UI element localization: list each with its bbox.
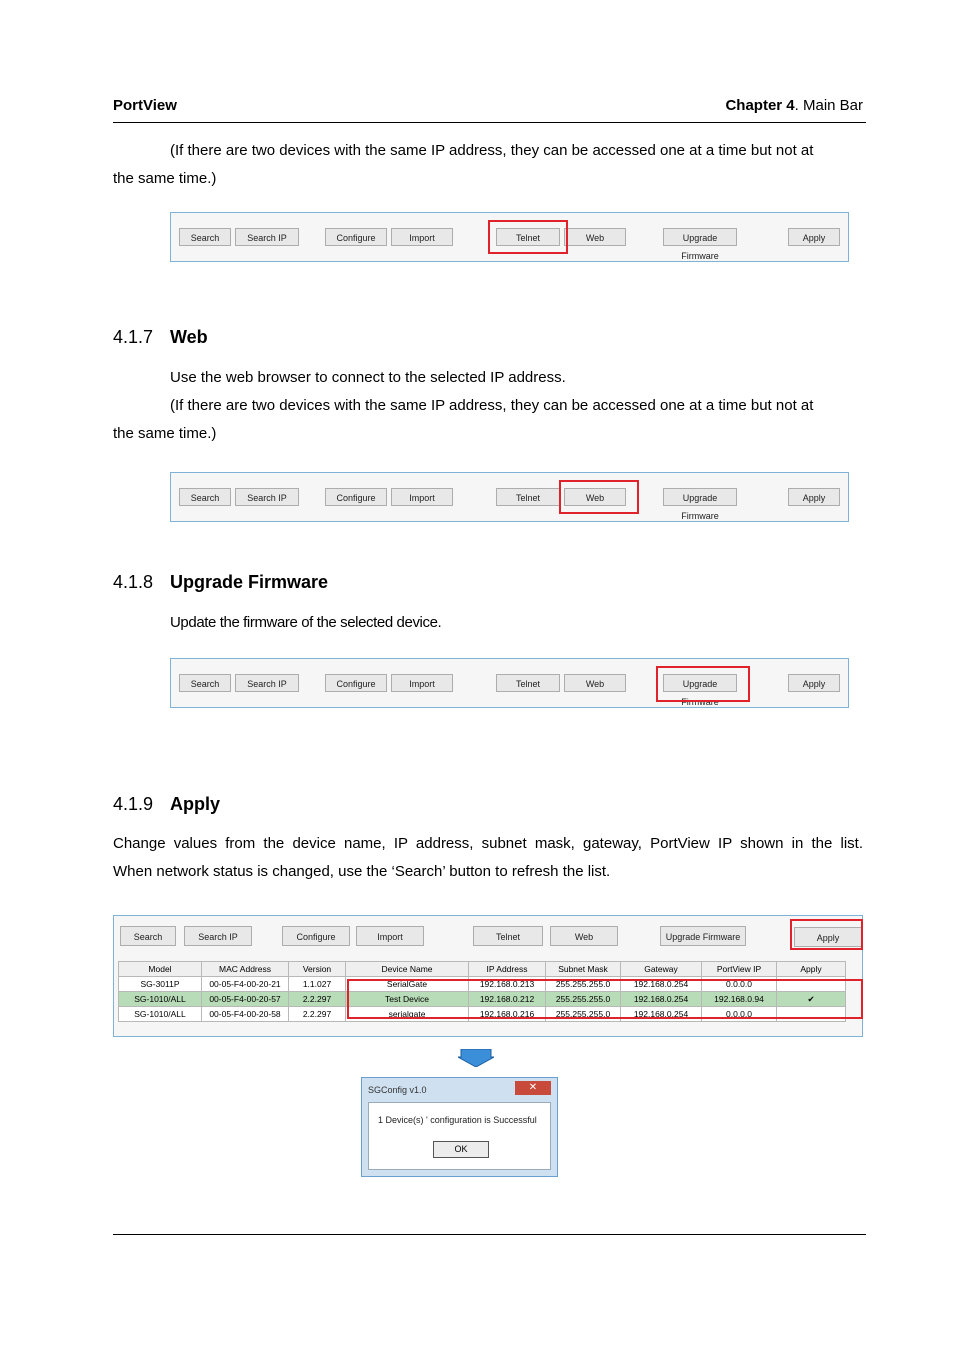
telnet-note-line1: (If there are two devices with the same IP address, they can be accessed one at a time but not at xyxy=(170,142,814,159)
web-note-line2: the same time.) xyxy=(113,425,217,442)
cell-subnet[interactable]: 255.255.255.0 xyxy=(546,977,621,992)
configure-button[interactable]: Configure xyxy=(325,674,387,692)
cell-version: 2.2.297 xyxy=(289,1007,346,1022)
doc-header-chapter xyxy=(725,97,863,114)
search-button[interactable]: Search xyxy=(179,674,231,692)
web-button[interactable]: Web xyxy=(550,926,618,946)
toolbar-screenshot-upgrade xyxy=(170,658,849,708)
web-button[interactable]: Web xyxy=(564,488,626,506)
search-button[interactable]: Search xyxy=(120,926,176,946)
col-model[interactable]: Model xyxy=(119,962,202,977)
section-heading-apply xyxy=(113,794,220,815)
import-button[interactable]: Import xyxy=(391,228,453,246)
cell-portview-ip[interactable]: 0.0.0.0 xyxy=(702,977,777,992)
cell-ip[interactable]: 192.168.0.212 xyxy=(469,992,546,1007)
chapter-name: . Main Bar xyxy=(794,97,863,114)
configure-button[interactable]: Configure xyxy=(325,488,387,506)
col-subnet[interactable]: Subnet Mask xyxy=(546,962,621,977)
doc-header-title: PortView xyxy=(113,97,177,114)
cell-portview-ip[interactable]: 192.168.0.94 xyxy=(702,992,777,1007)
dialog-title: SGConfig v1.0 xyxy=(368,1085,427,1095)
cell-version: 2.2.297 xyxy=(289,992,346,1007)
web-highlight-box xyxy=(559,480,639,514)
upgrade-firmware-button[interactable]: Upgrade Firmware xyxy=(663,228,737,246)
cell-mac: 00-05-F4-00-20-57 xyxy=(202,992,289,1007)
col-apply[interactable]: Apply xyxy=(777,962,846,977)
header-rule xyxy=(113,122,866,123)
section-number: 4.1.9 xyxy=(113,794,154,814)
telnet-button[interactable]: Telnet xyxy=(496,228,560,246)
apply-description-line1: Change values from the device name, IP address, subnet mask, gateway, PortView IP shown in the list. xyxy=(113,835,863,852)
close-icon[interactable]: ✕ xyxy=(515,1081,551,1095)
col-gateway[interactable]: Gateway xyxy=(621,962,702,977)
cell-device-name[interactable]: Test Device xyxy=(346,992,469,1007)
dialog-body xyxy=(368,1102,551,1170)
telnet-button[interactable]: Telnet xyxy=(473,926,543,946)
section-title: Apply xyxy=(170,794,221,814)
cell-model: SG-3011P xyxy=(119,977,202,992)
toolbar-screenshot-web xyxy=(170,472,849,522)
cell-model: SG-1010/ALL xyxy=(119,1007,202,1022)
search-ip-button[interactable]: Search IP xyxy=(184,926,252,946)
col-portview-ip[interactable]: PortView IP xyxy=(702,962,777,977)
search-ip-button[interactable]: Search IP xyxy=(235,488,299,506)
telnet-button[interactable]: Telnet xyxy=(496,674,560,692)
col-version[interactable]: Version xyxy=(289,962,346,977)
import-button[interactable]: Import xyxy=(391,674,453,692)
cell-model: SG-1010/ALL xyxy=(119,992,202,1007)
ok-button[interactable]: OK xyxy=(433,1141,489,1158)
section-title: Upgrade Firmware xyxy=(170,572,329,592)
web-button[interactable]: Web xyxy=(564,674,626,692)
telnet-note-line2: the same time.) xyxy=(113,170,217,187)
search-ip-button[interactable]: Search IP xyxy=(235,674,299,692)
apply-button[interactable]: Apply xyxy=(794,927,862,947)
upgrade-highlight-box xyxy=(656,666,750,702)
cell-subnet[interactable]: 255.255.255.0 xyxy=(546,992,621,1007)
configure-button[interactable]: Configure xyxy=(325,228,387,246)
toolbar-screenshot-telnet xyxy=(170,212,849,262)
upgrade-firmware-button[interactable]: Upgrade Firmware xyxy=(660,926,746,946)
cell-ip[interactable]: 192.168.0.213 xyxy=(469,977,546,992)
upgrade-firmware-button[interactable]: Upgrade Firmware xyxy=(663,488,737,506)
cell-gateway[interactable]: 192.168.0.254 xyxy=(621,1007,702,1022)
cell-device-name[interactable]: serialgate xyxy=(346,1007,469,1022)
cell-gateway[interactable]: 192.168.0.254 xyxy=(621,977,702,992)
web-button[interactable]: Web xyxy=(564,228,626,246)
search-button[interactable]: Search xyxy=(179,488,231,506)
section-number: 4.1.8 xyxy=(113,572,154,592)
telnet-highlight-box xyxy=(488,220,568,254)
chapter-label: Chapter 4 xyxy=(725,97,795,114)
apply-button[interactable]: Apply xyxy=(788,674,840,692)
cell-version: 1.1.027 xyxy=(289,977,346,992)
web-description: Use the web browser to connect to the selected IP address. xyxy=(170,369,566,386)
cell-ip[interactable]: 192.168.0.216 xyxy=(469,1007,546,1022)
import-button[interactable]: Import xyxy=(391,488,453,506)
cell-mac: 00-05-F4-00-20-21 xyxy=(202,977,289,992)
dialog-message: 1 Device(s) ' configuration is Successful xyxy=(378,1115,537,1125)
section-heading-upgrade xyxy=(113,572,328,593)
upgrade-firmware-button[interactable]: Upgrade Firmware xyxy=(663,674,737,692)
section-heading-web xyxy=(113,327,208,348)
apply-button-highlight-box xyxy=(790,919,863,950)
search-ip-button[interactable]: Search IP xyxy=(235,228,299,246)
cell-mac: 00-05-F4-00-20-58 xyxy=(202,1007,289,1022)
table-header-row xyxy=(119,962,846,977)
changed-rows-highlight-box xyxy=(347,979,863,1019)
configure-button[interactable]: Configure xyxy=(282,926,350,946)
down-arrow-icon xyxy=(458,1049,494,1067)
cell-gateway[interactable]: 192.168.0.254 xyxy=(621,992,702,1007)
import-button[interactable]: Import xyxy=(356,926,424,946)
device-list-screenshot xyxy=(113,915,863,1037)
col-mac[interactable]: MAC Address xyxy=(202,962,289,977)
upgrade-description: Update the firmware of the selected device. xyxy=(170,614,442,631)
cell-device-name[interactable]: SerialGate xyxy=(346,977,469,992)
footer-rule xyxy=(113,1234,866,1235)
telnet-button[interactable]: Telnet xyxy=(496,488,560,506)
search-button[interactable]: Search xyxy=(179,228,231,246)
cell-subnet[interactable]: 255.255.255.0 xyxy=(546,1007,621,1022)
apply-description-line2: When network status is changed, use the ‘Search’ button to refresh the list. xyxy=(113,863,611,880)
cell-apply-checkmark[interactable]: ✔ xyxy=(777,992,846,1007)
section-number: 4.1.7 xyxy=(113,327,154,347)
col-device-name[interactable]: Device Name xyxy=(346,962,469,977)
col-ip[interactable]: IP Address xyxy=(469,962,546,977)
web-note-line1: (If there are two devices with the same IP address, they can be accessed one at a time but not at xyxy=(170,397,814,414)
cell-portview-ip[interactable]: 0.0.0.0 xyxy=(702,1007,777,1022)
apply-button[interactable]: Apply xyxy=(788,488,840,506)
success-dialog xyxy=(361,1077,558,1177)
apply-button[interactable]: Apply xyxy=(788,228,840,246)
section-title: Web xyxy=(170,327,208,347)
